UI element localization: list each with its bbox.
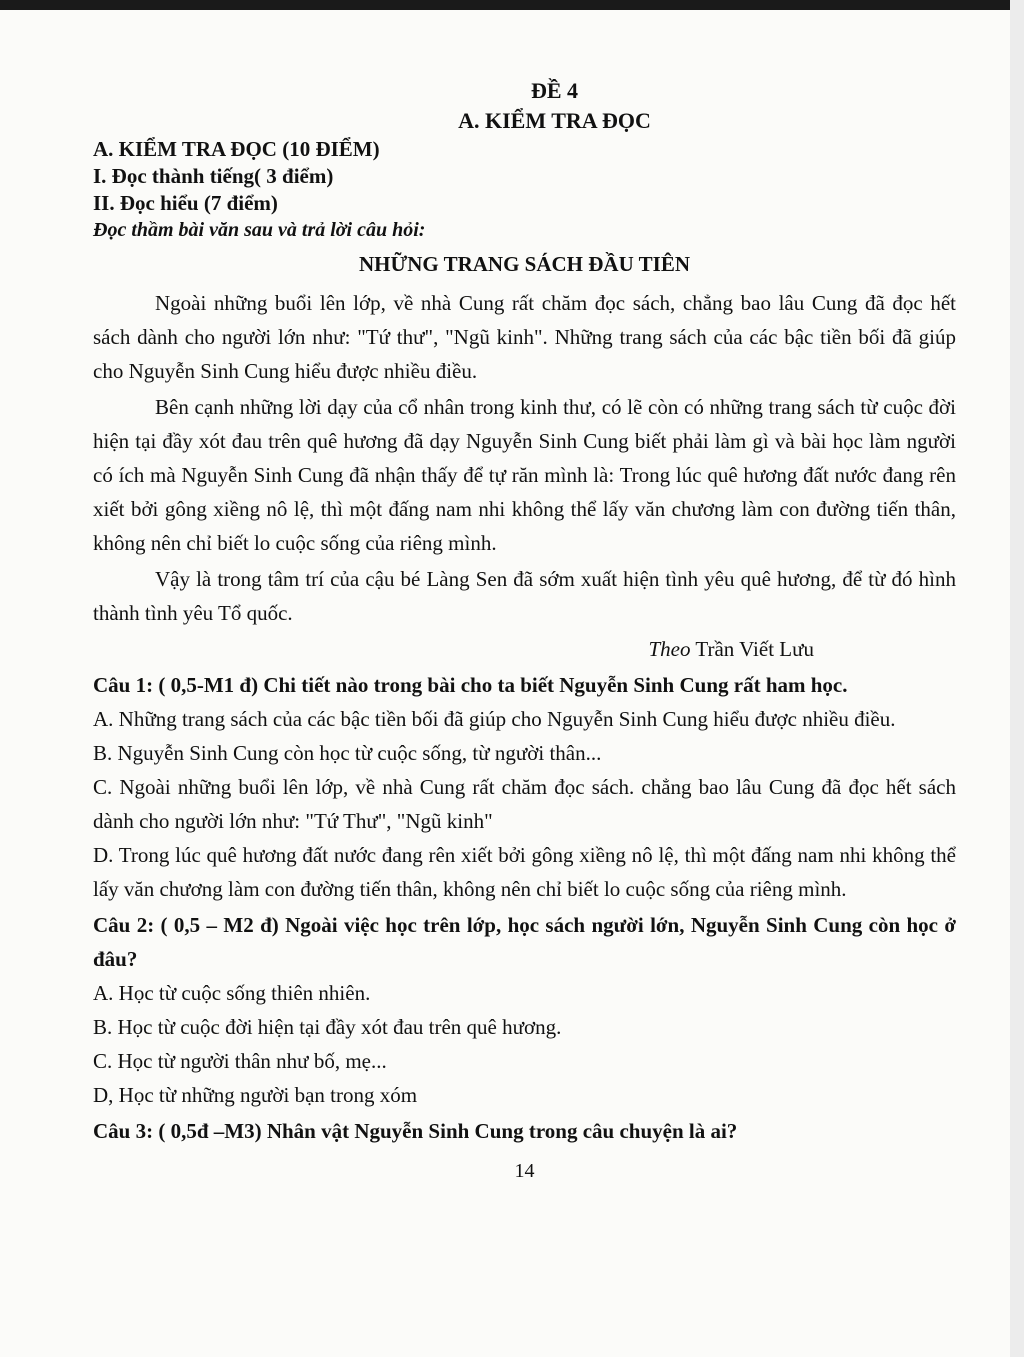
question-2-option-d: D, Học từ những người bạn trong xóm [93, 1083, 418, 1107]
screen-edge [1010, 0, 1024, 1357]
document-page [0, 10, 1010, 1357]
question-2-option-c: C. Học từ người thân như bố, mẹ... [93, 1049, 387, 1073]
question-2: Câu 2: ( 0,5 – M2 đ) Ngoài việc học trên lớp, học sách người lớn, Nguyễn Sinh Cung còn học ở đâu? [93, 913, 956, 971]
heading-reading-test: A. KIỂM TRA ĐỌC (10 ĐIỂM) [93, 137, 380, 161]
question-1-option-d: D. Trong lúc quê hương đất nước đang rên xiết bởi gông xiềng nô lệ, thì một đấng nam nhi không thể lấy văn chương làm con đường tiến thân, không nên chỉ biết lo cuộc sống của riêng mình. [93, 843, 956, 901]
question-3: Câu 3: ( 0,5đ –M3) Nhân vật Nguyễn Sinh Cung trong câu chuyện là ai? [93, 1119, 738, 1143]
question-2-option-b: B. Học từ cuộc đời hiện tại đầy xót đau trên quê hương. [93, 1015, 562, 1039]
heading-reading-aloud: I. Đọc thành tiếng( 3 điểm) [93, 164, 334, 188]
story-title: NHỮNG TRANG SÁCH ĐẦU TIÊN [359, 252, 690, 276]
author-name: Trần Viết Lưu [695, 637, 814, 661]
question-1-option-a: A. Những trang sách của các bậc tiền bối đã giúp cho Nguyễn Sinh Cung hiểu được nhiều điều. [93, 707, 896, 731]
question-1-option-b: B. Nguyễn Sinh Cung còn học từ cuộc sống, từ người thân... [93, 741, 602, 765]
exam-number-title: ĐỀ 4 [530, 78, 579, 103]
story-paragraph: Ngoài những buổi lên lớp, về nhà Cung rất chăm đọc sách, chẳng bao lâu Cung đã đọc hết sách dành cho người lớn như: "Tứ thư", "Ngũ kinh". Những trang sách của các bậc tiền bối đã giúp cho Nguyễn Sinh Cung hiểu được nhiều điều. [93, 291, 956, 383]
question-2-option-a: A. Học từ cuộc sống thiên nhiên. [93, 981, 371, 1005]
question-1-option-c: C. Ngoài những buổi lên lớp, về nhà Cung rất chăm đọc sách. chẳng bao lâu Cung đã đọc hết sách dành cho người lớn như: "Tứ Thư", "Ngũ kinh" [93, 775, 956, 833]
reading-instruction: Đọc thầm bài văn sau và trả lời câu hỏi: [93, 219, 426, 241]
author-prefix: Theo [648, 637, 691, 661]
section-title: A. KIỂM TRA ĐỌC [458, 108, 651, 133]
story-paragraph: Bên cạnh những lời dạy của cổ nhân trong kinh thư, có lẽ còn có những trang sách từ cuộc đời hiện tại đầy xót đau trên quê hương đã dạy Nguyễn Sinh Cung biết phải làm gì và bài học làm người có ích mà Nguyễn Sinh Cung đã nhận thấy để tự răn mình là: Trong lúc quê hương đất nước đang rên xiết bởi gông xiềng nô lệ, thì một đấng nam nhi không thể lấy văn chương làm con đường tiến thân, không nên chỉ biết lo cuộc sống của riêng mình. [93, 395, 956, 555]
story-author [93, 632, 956, 666]
question-1: Câu 1: ( 0,5-M1 đ) Chi tiết nào trong bài cho ta biết Nguyễn Sinh Cung rất ham học. [93, 673, 848, 697]
heading-comprehension: II. Đọc hiểu (7 điểm) [93, 191, 278, 215]
page-number: 14 [514, 1160, 535, 1182]
story-paragraph: Vậy là trong tâm trí của cậu bé Làng Sen đã sớm xuất hiện tình yêu quê hương, để từ đó hình thành tình yêu Tổ quốc. [93, 567, 956, 625]
document-content [93, 76, 956, 1183]
